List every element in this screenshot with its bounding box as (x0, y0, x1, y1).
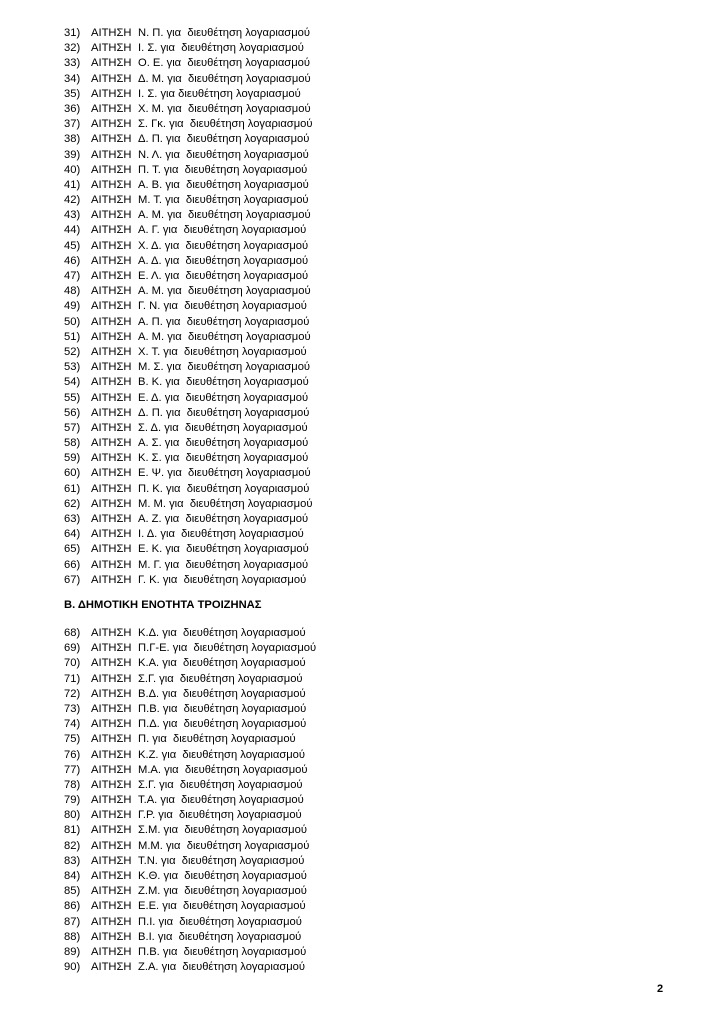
item-keyword: ΑΙΤΗΣΗ (91, 482, 132, 495)
item-keyword: ΑΙΤΗΣΗ (91, 194, 132, 207)
list-item (64, 687, 664, 702)
item-text: Α. Γ. για διευθέτηση λογαριασμού (138, 224, 307, 237)
list-item (64, 284, 664, 299)
item-keyword: ΑΙΤΗΣΗ (91, 148, 132, 161)
item-keyword: ΑΙΤΗΣΗ (91, 824, 132, 837)
item-text: Α. Π. για διευθέτηση λογαριασμού (138, 315, 310, 328)
list-item (64, 148, 664, 163)
item-text: Π.Β. για διευθέτηση λογαριασμού (138, 945, 307, 958)
list-item (64, 558, 664, 573)
item-keyword: ΑΙΤΗΣΗ (91, 718, 132, 731)
item-number: 33) (64, 57, 81, 70)
item-keyword: ΑΙΤΗΣΗ (91, 497, 132, 510)
list-item (64, 778, 664, 793)
list-item (64, 854, 664, 869)
item-number: 41) (64, 178, 81, 191)
item-number: 42) (64, 194, 81, 207)
list-item (64, 823, 664, 838)
item-text: Μ.Μ. για διευθέτηση λογαριασμού (138, 839, 310, 852)
list-item (64, 497, 664, 512)
page-number: 2 (657, 983, 664, 995)
item-number: 66) (64, 558, 81, 571)
list-item (64, 573, 664, 588)
item-number: 54) (64, 376, 81, 389)
list-item (64, 641, 664, 656)
item-text: Ι. Σ. για διευθέτηση λογαριασμού (138, 87, 301, 100)
list-item (64, 360, 664, 375)
item-keyword: ΑΙΤΗΣΗ (91, 748, 132, 761)
item-text: Σ.Γ. για διευθέτηση λογαριασμού (138, 672, 303, 685)
item-number: 72) (64, 687, 81, 700)
item-number: 51) (64, 330, 81, 343)
item-text: Κ. Σ. για διευθέτηση λογαριασμού (138, 452, 309, 465)
list-item (64, 672, 664, 687)
item-text: Ε. Λ. για διευθέτηση λογαριασμού (138, 270, 309, 282)
item-number: 55) (64, 391, 81, 404)
list-item (64, 436, 664, 451)
item-number: 71) (64, 672, 81, 685)
item-text: Ε. Δ. για διευθέτηση λογαριασμού (138, 391, 309, 404)
item-keyword: ΑΙΤΗΣΗ (91, 118, 132, 131)
item-number: 57) (64, 421, 81, 434)
item-keyword: ΑΙΤΗΣΗ (91, 839, 132, 852)
item-keyword: ΑΙΤΗΣΗ (91, 870, 132, 882)
item-number: 47) (64, 270, 81, 282)
item-number: 32) (64, 42, 81, 55)
list-item (64, 239, 664, 254)
item-keyword: ΑΙΤΗΣΗ (91, 27, 132, 39)
list-item (64, 527, 664, 542)
item-number: 76) (64, 748, 81, 761)
item-keyword: ΑΙΤΗΣΗ (91, 573, 132, 586)
item-text: Ο. Ε. για διευθέτηση λογαριασμού (138, 57, 310, 70)
item-text: Ε.Ε. για διευθέτηση λογαριασμού (138, 900, 306, 913)
item-keyword: ΑΙΤΗΣΗ (91, 102, 132, 115)
item-keyword: ΑΙΤΗΣΗ (91, 900, 132, 913)
item-text: Τ.Α. για διευθέτηση λογαριασμού (138, 794, 304, 807)
request-list-section-a (64, 26, 664, 588)
list-item (64, 732, 664, 747)
item-keyword: ΑΙΤΗΣΗ (91, 930, 132, 943)
item-text: Π. Κ. για διευθέτηση λογαριασμού (138, 482, 310, 495)
list-item (64, 466, 664, 481)
list-item (64, 626, 664, 641)
list-item (64, 330, 664, 345)
list-item (64, 269, 664, 284)
item-text: Π. για διευθέτηση λογαριασμού (138, 733, 296, 746)
item-number: 44) (64, 224, 81, 237)
list-item (64, 960, 664, 975)
item-number: 40) (64, 163, 81, 176)
item-keyword: ΑΙΤΗΣΗ (91, 437, 132, 450)
item-text: Π.Δ. για διευθέτηση λογαριασμού (138, 718, 307, 731)
item-keyword: ΑΙΤΗΣΗ (91, 330, 132, 343)
list-item (64, 26, 664, 41)
item-number: 56) (64, 406, 81, 419)
item-keyword: ΑΙΤΗΣΗ (91, 285, 132, 298)
item-number: 90) (64, 961, 81, 974)
list-item (64, 406, 664, 421)
item-number: 68) (64, 627, 81, 639)
item-keyword: ΑΙΤΗΣΗ (91, 224, 132, 237)
item-keyword: ΑΙΤΗΣΗ (91, 163, 132, 176)
item-keyword: ΑΙΤΗΣΗ (91, 315, 132, 328)
item-text: Π.Γ-Ε. για διευθέτηση λογαριασμού (138, 642, 317, 655)
list-item (64, 930, 664, 945)
list-item (64, 87, 664, 102)
item-keyword: ΑΙΤΗΣΗ (91, 42, 132, 55)
item-number: 89) (64, 945, 81, 958)
item-number: 37) (64, 118, 81, 131)
item-text: Δ. Π. για διευθέτηση λογαριασμού (138, 406, 310, 419)
item-text: Μ. Μ. για διευθέτηση λογαριασμού (138, 497, 313, 510)
item-number: 82) (64, 839, 81, 852)
item-text: Γ. Κ. για διευθέτηση λογαριασμού (138, 573, 307, 586)
list-item (64, 102, 664, 117)
item-number: 79) (64, 794, 81, 807)
item-number: 75) (64, 733, 81, 746)
list-item (64, 451, 664, 466)
item-text: Α. Μ. για διευθέτηση λογαριασμού (138, 209, 311, 222)
item-text: Χ. Τ. για διευθέτηση λογαριασμού (138, 345, 307, 358)
item-keyword: ΑΙΤΗΣΗ (91, 657, 132, 670)
item-number: 39) (64, 148, 81, 161)
item-number: 50) (64, 315, 81, 328)
list-item (64, 748, 664, 763)
item-keyword: ΑΙΤΗΣΗ (91, 57, 132, 70)
item-text: Π.Ι. για διευθέτηση λογαριασμού (138, 915, 302, 928)
item-number: 60) (64, 467, 81, 480)
item-text: Β.Δ. για διευθέτηση λογαριασμού (138, 687, 306, 700)
list-item (64, 884, 664, 899)
item-text: Α. Β. για διευθέτηση λογαριασμού (138, 178, 309, 191)
item-text: Σ.Μ. για διευθέτηση λογαριασμού (138, 824, 307, 837)
item-number: 43) (64, 209, 81, 222)
item-text: Γ.Ρ. για διευθέτηση λογαριασμού (138, 809, 302, 822)
item-number: 48) (64, 285, 81, 298)
list-item (64, 869, 664, 884)
item-text: Ν. Π. για διευθέτηση λογαριασμού (138, 27, 310, 39)
list-item (64, 193, 664, 208)
item-number: 77) (64, 763, 81, 776)
item-number: 34) (64, 72, 81, 85)
item-text: Ζ.Μ. για διευθέτηση λογαριασμού (138, 885, 307, 898)
item-number: 86) (64, 900, 81, 913)
item-text: Τ.Ν. για διευθέτηση λογαριασμού (138, 854, 305, 867)
item-keyword: ΑΙΤΗΣΗ (91, 687, 132, 700)
item-number: 52) (64, 345, 81, 358)
item-text: Α. Μ. για διευθέτηση λογαριασμού (138, 330, 311, 343)
item-keyword: ΑΙΤΗΣΗ (91, 376, 132, 389)
list-item (64, 421, 664, 436)
item-text: Χ. Δ. για διευθέτηση λογαριασμού (138, 239, 309, 252)
item-keyword: ΑΙΤΗΣΗ (91, 702, 132, 715)
item-keyword: ΑΙΤΗΣΗ (91, 421, 132, 434)
item-number: 88) (64, 930, 81, 943)
item-number: 63) (64, 513, 81, 525)
item-keyword: ΑΙΤΗΣΗ (91, 528, 132, 541)
item-keyword: ΑΙΤΗΣΗ (91, 87, 132, 100)
item-number: 49) (64, 300, 81, 313)
list-item (64, 375, 664, 390)
item-keyword: ΑΙΤΗΣΗ (91, 642, 132, 655)
item-number: 46) (64, 254, 81, 267)
item-keyword: ΑΙΤΗΣΗ (91, 961, 132, 974)
item-keyword: ΑΙΤΗΣΗ (91, 915, 132, 928)
list-item (64, 542, 664, 557)
list-item (64, 482, 664, 497)
item-keyword: ΑΙΤΗΣΗ (91, 345, 132, 358)
section-heading-troizina: Β. ΔΗΜΟΤΙΚΗ ΕΝΟΤΗΤΑ ΤΡΟΙΖΗΝΑΣ (64, 599, 262, 611)
item-text: Σ. Δ. για διευθέτηση λογαριασμού (138, 421, 308, 434)
item-number: 64) (64, 528, 81, 541)
item-text: Μ. Γ. για διευθέτηση λογαριασμού (138, 558, 309, 571)
item-keyword: ΑΙΤΗΣΗ (91, 406, 132, 419)
item-number: 45) (64, 239, 81, 252)
request-list-section-b (64, 626, 664, 975)
item-text: Α. Μ. για διευθέτηση λογαριασμού (138, 285, 311, 298)
list-item (64, 512, 664, 527)
item-number: 83) (64, 854, 81, 867)
list-item (64, 41, 664, 56)
item-keyword: ΑΙΤΗΣΗ (91, 361, 132, 374)
item-number: 73) (64, 702, 81, 715)
item-number: 58) (64, 437, 81, 450)
item-text: Κ.Θ. για διευθέτηση λογαριασμού (138, 870, 307, 882)
item-text: Π.Β. για διευθέτηση λογαριασμού (138, 702, 307, 715)
item-text: Μ. Σ. για διευθέτηση λογαριασμού (138, 361, 311, 374)
item-text: Ι. Δ. για διευθέτηση λογαριασμού (138, 528, 304, 541)
list-item (64, 656, 664, 671)
item-number: 81) (64, 824, 81, 837)
item-number: 78) (64, 778, 81, 791)
item-number: 85) (64, 885, 81, 898)
item-number: 74) (64, 718, 81, 731)
item-text: Ν. Λ. για διευθέτηση λογαριασμού (138, 148, 309, 161)
item-keyword: ΑΙΤΗΣΗ (91, 778, 132, 791)
item-text: Π. Τ. για διευθέτηση λογαριασμού (138, 163, 308, 176)
item-number: 53) (64, 361, 81, 374)
item-keyword: ΑΙΤΗΣΗ (91, 72, 132, 85)
item-number: 38) (64, 133, 81, 146)
item-text: Ζ.Α. για διευθέτηση λογαριασμού (138, 961, 306, 974)
item-number: 87) (64, 915, 81, 928)
item-keyword: ΑΙΤΗΣΗ (91, 672, 132, 685)
item-keyword: ΑΙΤΗΣΗ (91, 513, 132, 525)
item-text: Ε. Ψ. για διευθέτηση λογαριασμού (138, 467, 311, 480)
list-item (64, 163, 664, 178)
item-number: 31) (64, 27, 81, 39)
list-item (64, 915, 664, 930)
list-item (64, 56, 664, 71)
item-keyword: ΑΙΤΗΣΗ (91, 885, 132, 898)
item-number: 84) (64, 870, 81, 882)
item-text: Σ. Γκ. για διευθέτηση λογαριασμού (138, 118, 313, 131)
list-item (64, 345, 664, 360)
item-text: Κ.Ζ. για διευθέτηση λογαριασμού (138, 748, 306, 761)
item-keyword: ΑΙΤΗΣΗ (91, 543, 132, 556)
item-keyword: ΑΙΤΗΣΗ (91, 300, 132, 313)
item-text: Ι. Σ. για διευθέτηση λογαριασμού (138, 42, 304, 55)
item-text: Σ.Γ. για διευθέτηση λογαριασμού (138, 778, 303, 791)
item-keyword: ΑΙΤΗΣΗ (91, 133, 132, 146)
item-number: 65) (64, 543, 81, 556)
list-item (64, 132, 664, 147)
list-item (64, 899, 664, 914)
item-text: Μ. Τ. για διευθέτηση λογαριασμού (138, 194, 309, 207)
item-keyword: ΑΙΤΗΣΗ (91, 467, 132, 480)
item-text: Β. Κ. για διευθέτηση λογαριασμού (138, 376, 309, 389)
item-keyword: ΑΙΤΗΣΗ (91, 945, 132, 958)
item-text: Γ. Ν. για διευθέτηση λογαριασμού (138, 300, 307, 313)
item-keyword: ΑΙΤΗΣΗ (91, 733, 132, 746)
item-keyword: ΑΙΤΗΣΗ (91, 627, 132, 639)
item-text: Α. Δ. για διευθέτηση λογαριασμού (138, 254, 309, 267)
item-number: 67) (64, 573, 81, 586)
item-text: Β.Ι. για διευθέτηση λογαριασμού (138, 930, 302, 943)
item-number: 35) (64, 87, 81, 100)
item-text: Μ.Α. για διευθέτηση λογαριασμού (138, 763, 308, 776)
item-text: Δ. Μ. για διευθέτηση λογαριασμού (138, 72, 311, 85)
item-number: 70) (64, 657, 81, 670)
item-keyword: ΑΙΤΗΣΗ (91, 809, 132, 822)
item-number: 69) (64, 642, 81, 655)
item-keyword: ΑΙΤΗΣΗ (91, 854, 132, 867)
list-item (64, 299, 664, 314)
item-keyword: ΑΙΤΗΣΗ (91, 558, 132, 571)
list-item (64, 945, 664, 960)
item-number: 61) (64, 482, 81, 495)
item-keyword: ΑΙΤΗΣΗ (91, 391, 132, 404)
item-number: 36) (64, 102, 81, 115)
item-keyword: ΑΙΤΗΣΗ (91, 452, 132, 465)
list-item (64, 117, 664, 132)
item-text: Α. Σ. για διευθέτηση λογαριασμού (138, 437, 309, 450)
list-item (64, 763, 664, 778)
item-keyword: ΑΙΤΗΣΗ (91, 209, 132, 222)
item-keyword: ΑΙΤΗΣΗ (91, 178, 132, 191)
list-item (64, 254, 664, 269)
item-number: 59) (64, 452, 81, 465)
list-item (64, 793, 664, 808)
list-item (64, 208, 664, 223)
list-item (64, 839, 664, 854)
item-keyword: ΑΙΤΗΣΗ (91, 763, 132, 776)
item-keyword: ΑΙΤΗΣΗ (91, 270, 132, 282)
list-item (64, 178, 664, 193)
list-item (64, 391, 664, 406)
item-text: Ε. Κ. για διευθέτηση λογαριασμού (138, 543, 309, 556)
list-item (64, 808, 664, 823)
item-text: Α. Ζ. για διευθέτηση λογαριασμού (138, 513, 309, 525)
list-item (64, 702, 664, 717)
list-item (64, 223, 664, 238)
item-text: Δ. Π. για διευθέτηση λογαριασμού (138, 133, 310, 146)
item-text: Κ.Δ. για διευθέτηση λογαριασμού (138, 627, 306, 639)
list-item (64, 717, 664, 732)
item-text: Χ. Μ. για διευθέτηση λογαριασμού (138, 102, 311, 115)
list-item (64, 72, 664, 87)
item-number: 62) (64, 497, 81, 510)
list-item (64, 315, 664, 330)
item-number: 80) (64, 809, 81, 822)
item-keyword: ΑΙΤΗΣΗ (91, 794, 132, 807)
item-keyword: ΑΙΤΗΣΗ (91, 239, 132, 252)
item-keyword: ΑΙΤΗΣΗ (91, 254, 132, 267)
item-text: Κ.Α. για διευθέτηση λογαριασμού (138, 657, 306, 670)
